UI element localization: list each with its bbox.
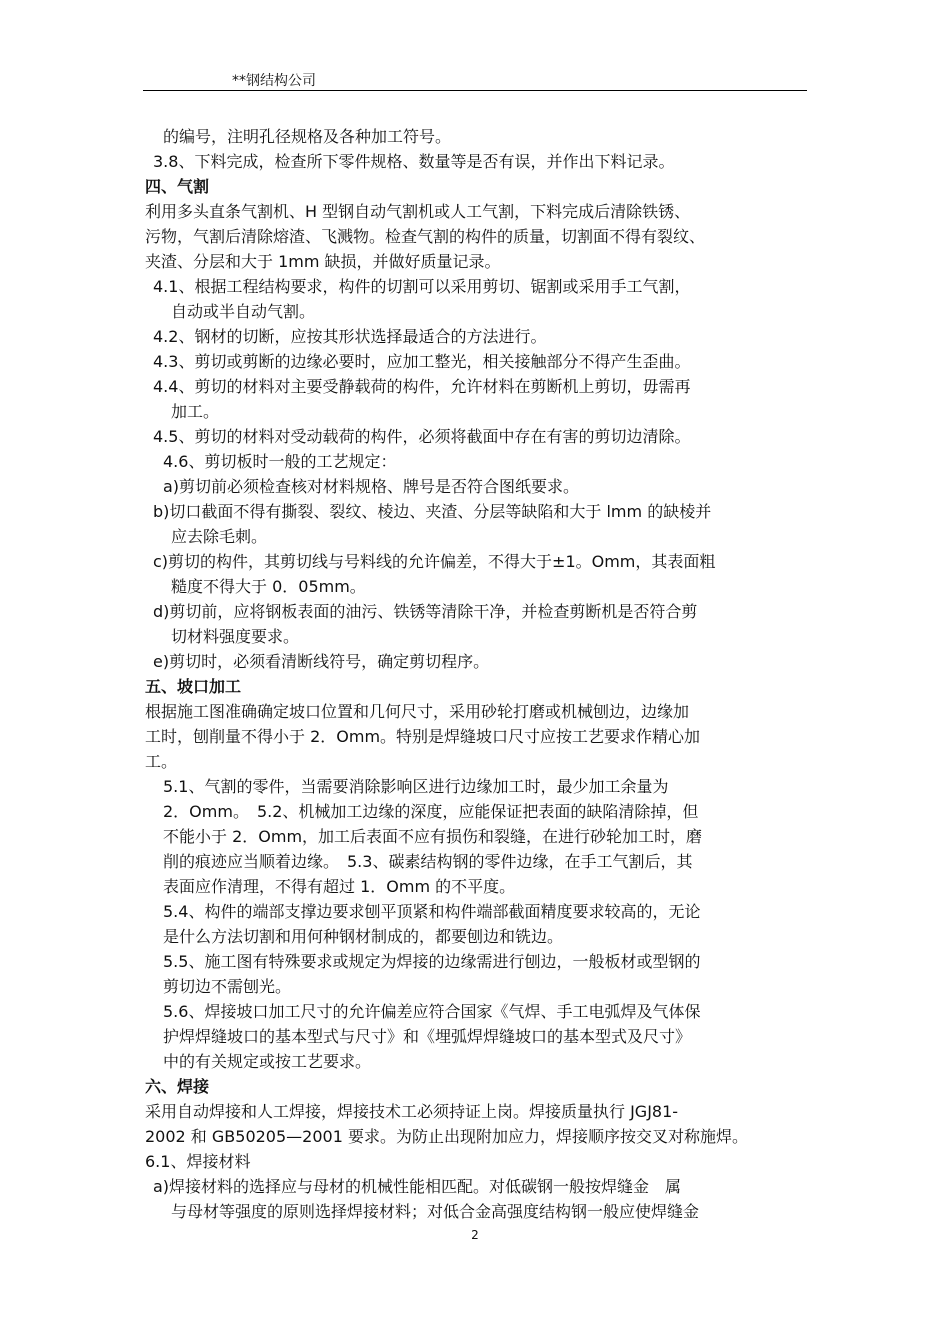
- text-line: 4.4、剪切的材料对主要受静载荷的构件，允许材料在剪断机上剪切，毋需再: [153, 377, 691, 396]
- text-line: 污物，气割后清除熔渣、飞溅物。检查气割的构件的质量，切割面不得有裂纹、: [145, 227, 706, 246]
- text-line: c)剪切的构件，其剪切线与号料线的允许偏差，不得大于±1。Omm，其表面粗: [153, 552, 716, 571]
- text-line: 削的痕迹应当顺着边缘。 5.3、碳素结构钢的零件边缘，在手工气割后，其: [163, 852, 693, 871]
- text-line: d)剪切前，应将钢板表面的油污、铁锈等清除干净，并检查剪断机是否符合剪: [153, 602, 698, 621]
- text-line: 夹渣、分层和大于 1mm 缺损，并做好质量记录。: [145, 252, 501, 271]
- text-line: 4.3、剪切或剪断的边缘必要时，应加工整光，相关接触部分不得产生歪曲。: [153, 352, 691, 371]
- text-line: a)焊接材料的选择应与母材的机械性能相匹配。对低碳钢一般按焊缝金 属: [153, 1177, 682, 1196]
- text-line: 2．Omm。 5.2、机械加工边缘的深度，应能保证把表面的缺陷清除掉，但: [163, 802, 699, 821]
- text-line: 2002 和 GB50205—2001 要求。为防止出现附加应力，焊接顺序按交叉对称施焊。: [145, 1127, 748, 1146]
- text-line: 是什么方法切割和用何种钢材制成的，都要刨边和铣边。: [163, 927, 564, 946]
- text-line: 4.1、根据工程结构要求，构件的切割可以采用剪切、锯割或采用手工气割，: [153, 277, 691, 296]
- text-line: 自动或半自动气割。: [171, 302, 316, 321]
- section-heading: 五、坡口加工: [145, 677, 242, 696]
- text-line: 工时，刨削量不得小于 2．Omm。特别是焊缝坡口尺寸应按工艺要求作精心加: [145, 727, 701, 746]
- text-line: b)切口截面不得有撕裂、裂纹、棱边、夹渣、分层等缺陷和大于 lmm 的缺棱并: [153, 502, 712, 521]
- document-body: [145, 124, 810, 1224]
- section-heading: 六、焊接: [145, 1077, 210, 1096]
- text-line: 应去除毛刺。: [171, 527, 268, 546]
- text-line: 剪切边不需刨光。: [163, 977, 292, 996]
- section-heading: 四、气割: [145, 177, 210, 196]
- text-line: 根据施工图准确确定坡口位置和几何尺寸，采用砂轮打磨或机械刨边，边缘加: [145, 702, 690, 721]
- header-rule: [143, 90, 807, 91]
- text-line: 中的有关规定或按工艺要求。: [163, 1052, 372, 1071]
- text-line: a)剪切前必须检查核对材料规格、牌号是否符合图纸要求。: [163, 477, 580, 496]
- text-line: 不能小于 2．Omm，加工后表面不应有损伤和裂缝，在进行砂轮加工时，磨: [163, 827, 703, 846]
- text-line: 利用多头直条气割机、H 型钢自动气割机或人工气割，下料完成后清除铁锈、: [145, 202, 691, 221]
- text-line: 4.6、剪切板时一般的工艺规定：: [163, 452, 397, 471]
- text-line: 采用自动焊接和人工焊接，焊接技术工必须持证上岗。焊接质量执行 JGJ81-: [145, 1102, 679, 1121]
- header-company: **钢结构公司: [232, 73, 316, 89]
- text-line: 切材料强度要求。: [171, 627, 300, 646]
- text-line: 工。: [145, 752, 178, 771]
- text-line: 5.4、构件的端部支撑边要求刨平顶紧和构件端部截面精度要求较高的，无论: [163, 902, 701, 921]
- text-line: 与母材等强度的原则选择焊接材料；对低合金高强度结构钢一般应使焊缝金: [171, 1202, 700, 1221]
- page-number: 2: [471, 1228, 479, 1242]
- text-line: 4.5、剪切的材料对受动载荷的构件，必须将截面中存在有害的剪切边清除。: [153, 427, 691, 446]
- text-line: 6.1、焊接材料: [145, 1152, 251, 1171]
- text-line: 加工。: [171, 402, 220, 421]
- text-line: e)剪切时，必须看清断线符号，确定剪切程序。: [153, 652, 490, 671]
- text-line: 3.8、下料完成，检查所下零件规格、数量等是否有误，并作出下料记录。: [153, 152, 675, 171]
- text-line: 表面应作清理，不得有超过 1．Omm 的不平度。: [163, 877, 516, 896]
- text-line: 糙度不得大于 0．05mm。: [171, 577, 366, 596]
- text-line: 5.5、施工图有特殊要求或规定为焊接的边缘需进行刨边，一般板材或型钢的: [163, 952, 701, 971]
- text-line: 护焊焊缝坡口的基本型式与尺寸》和《埋弧焊焊缝坡口的基本型式及尺寸》: [163, 1027, 692, 1046]
- text-line: 5.6、焊接坡口加工尺寸的允许偏差应符合国家《气焊、手工电弧焊及气体保: [163, 1002, 701, 1021]
- text-line: 4.2、钢材的切断，应按其形状选择最适合的方法进行。: [153, 327, 547, 346]
- text-line: 5.1、气割的零件，当需要消除影响区进行边缘加工时，最少加工余量为: [163, 777, 669, 796]
- text-line: 的编号，注明孔径规格及各种加工符号。: [163, 127, 452, 146]
